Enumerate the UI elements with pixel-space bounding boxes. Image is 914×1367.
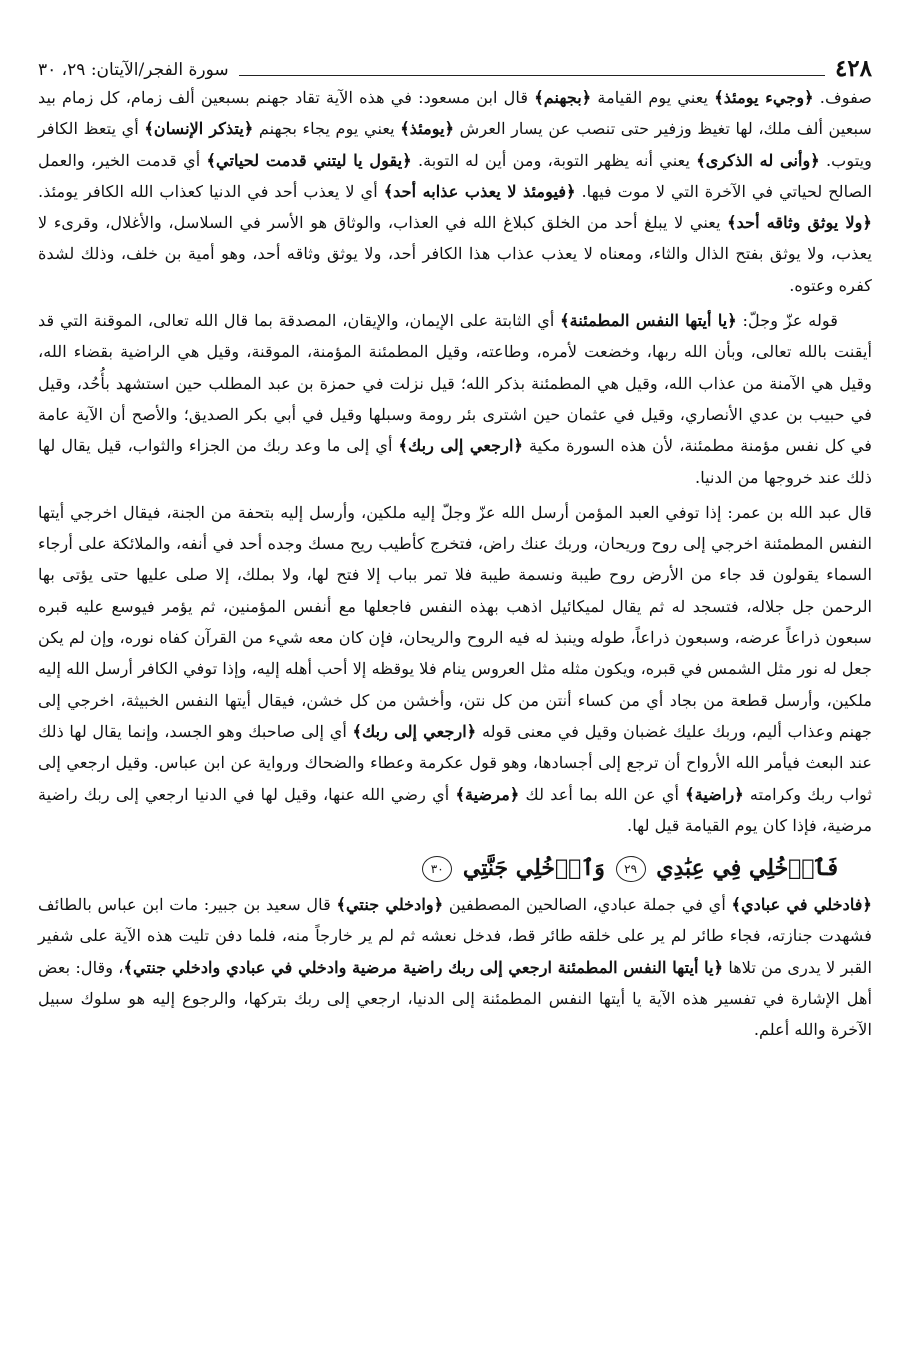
commentary-paragraph [38,82,872,301]
commentary-text: أي في جملة عبادي، الصالحين المصطفين [443,895,732,915]
commentary-paragraph [38,305,872,493]
commentary-text: أي عن الله بما أعد لك [519,784,686,804]
quoted-verse-phrase: ﴿يا أيتها النفس المطمئنة ارجعي إلى ربك راضية مرضية وادخلي في عبادي وادخلي جنتي﴾ [123,957,724,977]
quoted-verse-phrase: ﴿يقول يا ليتني قدمت لحياتي﴾ [206,150,412,170]
commentary-text: يعني لا يبلغ أحد من الخلق كبلاغ الله في العذاب، والوثاق هو الأسر في السلاسل، والأغلال، وقرىء لا يعذب، ولا يوثق بفتح الذال والثاء، ومعناه لا يعذب عذاب هذا الكافر أحد، ولا يوثق وثاقه أحد، وهو أمية بن خلف، وذلك لشدة كفره وعتوه. [38,213,872,295]
commentary-text: أي رضي الله عنها، وقيل لها في الدنيا ارجعي إلى ربك راضية مرضية، فإذا كان يوم القيامة قيل لها. [38,784,872,835]
page-number: ٤٢٨ [834,55,872,82]
ayah-number-marker: ٢٩ [616,856,646,882]
closing-commentary [38,889,872,1045]
quran-verse [38,849,838,887]
quoted-verse-phrase: ﴿مرضية﴾ [455,784,520,804]
verse-text-1: فَٱدۡخُلِي فِي عِبَٰدِي [656,855,838,882]
running-header [38,52,872,82]
quoted-verse-phrase: ﴿يا أيتها النفس المطمئنة﴾ [560,311,737,331]
quoted-verse-phrase: ﴿وجيء يومئذ﴾ [714,88,814,107]
quoted-verse-phrase: ﴿وأنى له الذكرى﴾ [696,150,820,170]
commentary-text: أي قدمت الخير، والعمل الصالح لحياتي في الآخرة التي لا موت فيها. [38,150,873,201]
commentary-text: قال ابن مسعود: في هذه الآية تقاد جهنم بسبعين ألف زمام، كل زمام بيد سبعين ألف ملك، لها تغيظ وزفير حتى تنصب عن يسار العرش [38,88,872,139]
quoted-verse-phrase: ﴿ارجعي إلى ربك﴾ [398,436,523,456]
commentary-text: قوله عزّ وجلّ: [736,311,838,331]
quoted-verse-phrase: ﴿وادخلي جنتي﴾ [336,895,444,915]
commentary-text: يعني يوم القيامة [591,88,715,107]
commentary-text: ، وقال: بعض أهل الإشارة في تفسير هذه الآية يا أيتها النفس المطمئنة إلى الدنيا، ارجعي إلى ربك بتركها، والرجوع إليه هو سلوك سبيل الآخرة والله أعلم. [38,957,872,1040]
quoted-verse-phrase: ﴿راضية﴾ [685,784,744,804]
commentary-text: يعني يوم يجاء بجهنم [253,119,401,139]
quoted-verse-phrase: ﴿يومئذ﴾ [400,119,455,139]
ayah-number-marker: ٣٠ [422,856,452,882]
surah-title: سورة الفجر/الآيتان: ٢٩، ٣٠ [38,60,229,80]
verse-text-2: وَٱدۡخُلِي جَنَّتِي [462,855,605,882]
commentary-text: قال عبد الله بن عمر: إذا توفي العبد المؤمن أرسل الله عزّ وجلّ إليه ملكين، وأرسل إليه بتحفة من الجنة، فيقال اخرجي أيتها النفس المطمئنة اخرجي إلى روح وريحان، وربك عنك راض، فتخرج كأطيب ريح مسك وجده أحد في أنفه، والملائكة على أرجاء السماء يقولون قد جاء من الأرض روح طيبة ونسمة طيبة فلا تمر بباب إلا فتح لها، ولا بملك، إلا صلى عليها حتى يؤتى بها الرحمن جل جلاله، فتسجد له ثم يقال لميكائيل اذهب بهذه النفس فاجعلها مع أنفس المؤمنين، ثم يؤمر فيوسع عليه قبره سبعون ذراعاً عرضه، وسبعون ذراعاً، طوله وينبذ له فيه الروح والريحان، فإن كان معه شيء من القرآن كفاه نوره، وإن لم يكن جعل له نور مثل الشمس في قبره، ويكون مثله مثل العروس ينام فلا يوقظه إلا أحب أهله إليه، وإذا توفي الكافر أرسل الله إليه ملكين، وأرسل قطعة من بجاد أي من كساء أنتن من كل نتن، وأخشن من كل خشن، فيقال أيتها النفس الخبيثة، اخرجي إلى جهنم وعذاب أليم، وربك عليك غضبان وقيل في معنى قوله [38,502,872,741]
commentary-text: يعني أنه يظهر التوبة، ومن أين له التوبة. [411,150,697,170]
commentary-text: أي لا يعذب أحد في الدنيا كعذاب الله الكافر يومئذ. [38,181,384,201]
quoted-verse-phrase: ﴿فيومئذ لا يعذب عذابه أحد﴾ [383,181,576,201]
commentary-text: أي إلى صاحبك وهو الجسد، وإنما يقال لها ذلك عند البعث فيأمر الله الأرواح أن ترجع إلى أجسادها، وهو قول عكرمة وعطاء والضحاك ورواية عن ابن عباس. وقيل ارجعي إلى ثواب ربك وكرامته [38,721,872,804]
quoted-verse-phrase: ﴿فادخلي في عبادي﴾ [731,895,872,915]
commentary-text: صفوف. [813,88,873,107]
quoted-verse-phrase: ﴿ولا يوثق وثاقه أحد﴾ [727,213,872,233]
commentary-body [38,82,872,841]
quoted-verse-phrase: ﴿بجهنم﴾ [534,88,592,107]
header-rule [239,75,825,76]
quoted-verse-phrase: ﴿يتذكر الإنسان﴾ [144,119,254,139]
commentary-text: قال سعيد بن جبير: مات ابن عباس بالطائف فشهدت جنازته، فجاء طائر لم ير على خلقه طائر قط، فدخل نعشه ثم لم ير خارجاً منه، فلما دفن تليت هذه الآية على شفير القبر لا يدرى من تلاها [38,895,872,977]
commentary-paragraph [38,889,872,1045]
commentary-paragraph [38,497,872,841]
commentary-text: أي يتعظ الكافر ويتوب. [38,119,872,170]
page [38,52,872,1046]
commentary-text: أي إلى ما وعد ربك من الجزاء والثواب، قيل يقال لها ذلك عند خروجها من الدنيا. [38,436,872,487]
quoted-verse-phrase: ﴿ارجعي إلى ربك﴾ [352,721,477,741]
commentary-text: أي الثابتة على الإيمان، والإيقان، المصدقة بما قال الله تعالى، الموقنة التي قد أيقنت بالله تعالى، وبأن الله ربها، وخضعت لأمره، وطاعته، وقيل المطمئنة المؤمنة، الموقنة، وقيل هي الراضية بقضاء الله، وقيل هي الآمنة من عذاب الله، وقيل هي المطمئنة بذكر الله؛ قيل نزلت في حمزة بن عبد المطلب حين استشهد بأُحُد، وقيل في حبيب بن عدي الأنصاري، وقيل في عثمان حين اشترى بئر رومة وسبلها وقيل في أبي بكر الصديق؛ والأصح أن الآية عامة في كل نفس مؤمنة مطمئنة، لأن هذه السورة مكية [38,311,872,456]
